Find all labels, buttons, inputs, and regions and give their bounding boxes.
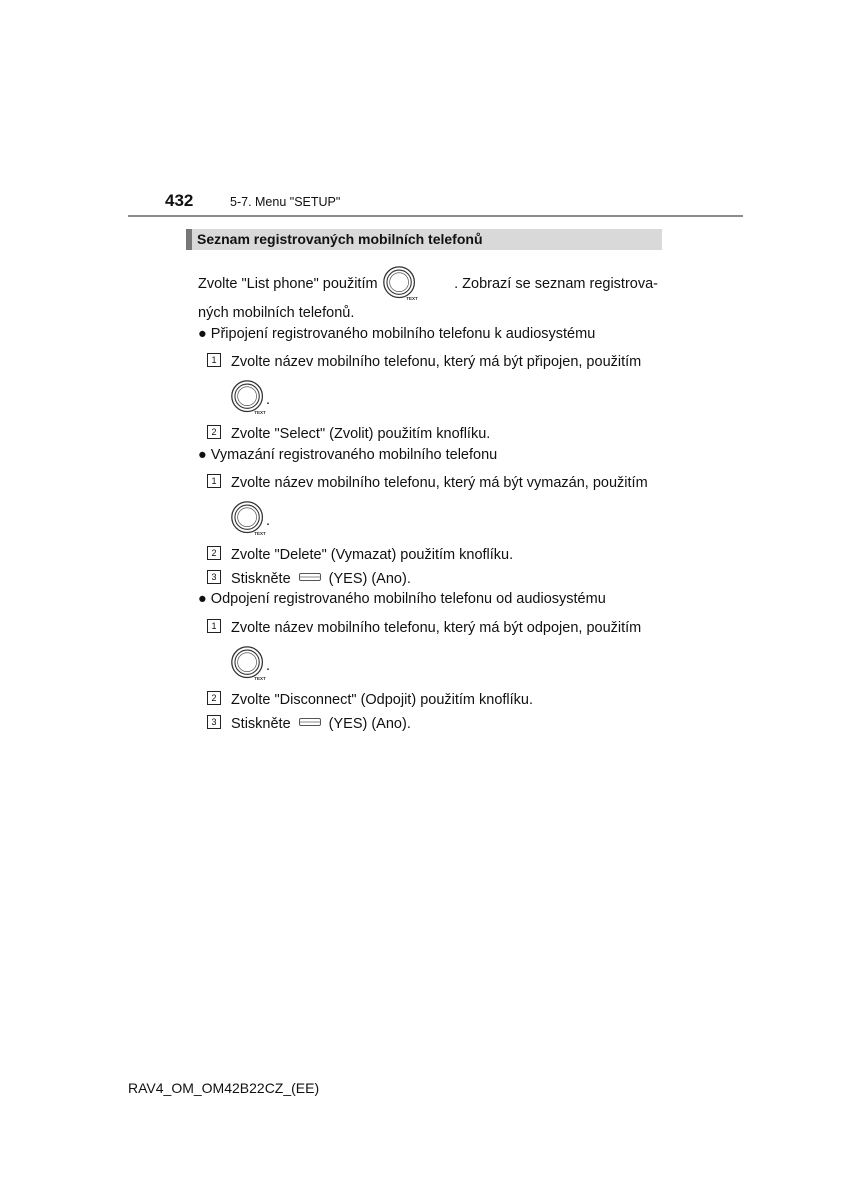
step-text: Zvolte "Disconnect" (Odpojit) použitím knoflíku. <box>231 692 534 708</box>
header-rule <box>128 215 743 217</box>
intro-text-b: . Zobrazí se seznam registrova- <box>454 276 658 292</box>
step-item <box>207 692 533 708</box>
step-item <box>207 547 513 563</box>
step-text: Zvolte název mobilního telefonu, který má být vymazán, použitím <box>231 475 648 491</box>
step-number-box: 3 <box>207 570 221 584</box>
step-number-box: 1 <box>207 353 221 367</box>
knob-icon <box>382 266 418 302</box>
step-text: (YES) (Ano). <box>328 571 411 587</box>
step-text: Zvolte "Select" (Zvolit) použitím knoflíku. <box>231 426 491 442</box>
step-knob-row <box>230 646 270 686</box>
section-header: 5-7. Menu "SETUP" <box>230 195 341 209</box>
step-text: Zvolte název mobilního telefonu, který má být odpojen, použitím <box>231 620 642 636</box>
svg-text:TEXT: TEXT <box>254 410 266 416</box>
svg-text:TEXT: TEXT <box>254 676 266 682</box>
step-item <box>207 716 411 732</box>
step-number-box: 3 <box>207 715 221 729</box>
section-heading-1: ● Připojení registrovaného mobilního telefonu k audiosystému <box>198 326 596 342</box>
step-text: Stiskněte <box>231 716 291 732</box>
step-item <box>207 354 641 370</box>
svg-text:TEXT: TEXT <box>405 296 418 302</box>
step-knob-row <box>230 380 270 420</box>
step-period: . <box>266 658 271 674</box>
step-item <box>207 426 490 442</box>
step-text: Zvolte "Delete" (Vymazat) použitím knoflíku. <box>231 547 514 563</box>
step-text: (YES) (Ano). <box>328 716 411 732</box>
step-item <box>207 571 411 587</box>
step-number-box: 1 <box>207 474 221 488</box>
knob-icon <box>230 501 266 537</box>
knob-icon <box>230 380 266 416</box>
step-number-box: 2 <box>207 546 221 560</box>
intro-line-2: ných mobilních telefonů. <box>198 305 355 321</box>
step-item <box>207 620 641 636</box>
step-period: . <box>266 392 271 408</box>
section-title: Seznam registrovaných mobilních telefonů <box>197 231 483 247</box>
button-icon <box>299 573 321 581</box>
section-heading-3: ● Odpojení registrovaného mobilního telefonu od audiosystému <box>198 591 606 607</box>
intro-text-a: Zvolte "List phone" použitím <box>198 276 378 292</box>
step-knob-row <box>230 501 270 541</box>
svg-text:TEXT: TEXT <box>254 531 266 537</box>
step-text: Stiskněte <box>231 571 291 587</box>
step-period: . <box>266 513 271 529</box>
page-number: 432 <box>165 191 194 210</box>
footer-code: RAV4_OM_OM42B22CZ_(EE) <box>128 1080 320 1096</box>
button-icon <box>299 718 321 726</box>
step-number-box: 2 <box>207 691 221 705</box>
step-number-box: 2 <box>207 425 221 439</box>
step-item <box>207 475 648 491</box>
step-number-box: 1 <box>207 619 221 633</box>
step-text: Zvolte název mobilního telefonu, který má být připojen, použitím <box>231 354 642 370</box>
knob-icon <box>230 646 266 682</box>
section-heading-2: ● Vymazání registrovaného mobilního telefonu <box>198 447 498 463</box>
